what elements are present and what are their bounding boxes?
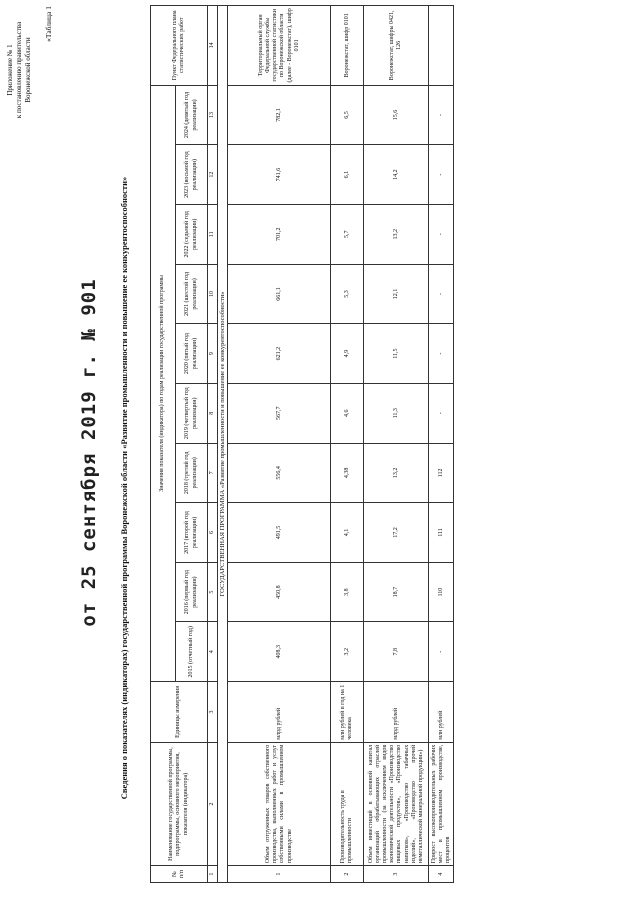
row-value: 3,2 — [331, 622, 364, 682]
row-source — [429, 6, 454, 86]
row-value: 14,2 — [364, 145, 429, 205]
row-value: 491,5 — [228, 503, 331, 563]
col-number: 4 — [208, 622, 218, 682]
row-name: Объем инвестиций в основной капитал организаций обрабатывающих отраслей промышленности (за исключением видов экономической деятельности «Производство пищевых продуктов», «Производство напитков», «Производство табачных изделий», «Производство прочей неметаллической минеральной продукции») — [364, 742, 429, 865]
row-value: 782,1 — [228, 85, 331, 145]
appendix-line-3: Воронежской области — [24, 37, 32, 103]
table-row — [429, 6, 454, 883]
row-value: 450,8 — [228, 562, 331, 622]
row-source: Территориальный орган Федеральной службы государственной статистики по Воронежской области (далее - Воронежстат), шифр 0101 — [228, 6, 331, 86]
row-num: 3 — [364, 866, 429, 883]
row-num: 4 — [429, 866, 454, 883]
row-value: - — [429, 622, 454, 682]
row-value: 701,2 — [228, 204, 331, 264]
table-row — [364, 6, 429, 883]
header-year: 2016 (первый год реализации) — [176, 562, 208, 622]
table-number: «Таблица 1 — [44, 6, 53, 42]
row-value: 13,2 — [364, 443, 429, 503]
row-value: 741,6 — [228, 145, 331, 205]
row-value: - — [429, 264, 454, 324]
row-value: 111 — [429, 503, 454, 563]
row-value: 15,6 — [364, 85, 429, 145]
row-value: 6,1 — [331, 145, 364, 205]
header-year: 2019 (четвертый год реализации) — [176, 383, 208, 443]
row-value: - — [429, 145, 454, 205]
row-value: 7,8 — [364, 622, 429, 682]
row-value: 621,2 — [228, 324, 331, 384]
row-value: 5,3 — [331, 264, 364, 324]
header-year: 2021 (шестой год реализации) — [176, 264, 208, 324]
row-unit: млрд рублей — [364, 682, 429, 743]
row-value: 4,6 — [331, 383, 364, 443]
row-value: 13,2 — [364, 204, 429, 264]
date-stamp: от 25 сентября 2019 г. № 901 — [78, 278, 100, 627]
col-number: 2 — [208, 742, 218, 865]
header-num: № п/п — [151, 866, 208, 883]
col-number: 7 — [208, 443, 218, 503]
appendix-block — [6, 5, 33, 135]
col-number: 13 — [208, 85, 218, 145]
row-num: 2 — [331, 866, 364, 883]
row-value: 11,3 — [364, 383, 429, 443]
row-value: 3,8 — [331, 562, 364, 622]
header-year: 2020 (пятый год реализации) — [176, 324, 208, 384]
col-number: 9 — [208, 324, 218, 384]
row-value: 408,3 — [228, 622, 331, 682]
header-source: Пункт Федерального плана статистических работ — [151, 6, 208, 86]
row-value: 18,7 — [364, 562, 429, 622]
header-year: 2024 (девятый год реализации) — [176, 85, 208, 145]
table-row — [331, 6, 364, 883]
row-unit: млн рублей в год на 1 человека — [331, 682, 364, 743]
header-year: 2023 (восьмой год реализации) — [176, 145, 208, 205]
col-number: 6 — [208, 503, 218, 563]
row-value: 17,2 — [364, 503, 429, 563]
row-value: 112 — [429, 443, 454, 503]
appendix-line-1: Приложение № 1 — [6, 44, 14, 96]
col-number: 8 — [208, 383, 218, 443]
header-values-group: Значения показателя (индикатора) по годам реализации государственной программы — [151, 85, 176, 681]
col-number: 12 — [208, 145, 218, 205]
row-name: Прирост высокопроизводительных рабочих мест в промышленном производстве, процентов — [429, 742, 454, 865]
header-year: 2018 (третий год реализации) — [176, 443, 208, 503]
col-number: 1 — [208, 866, 218, 883]
col-number: 3 — [208, 682, 218, 743]
row-value: 556,4 — [228, 443, 331, 503]
row-value: 11,5 — [364, 324, 429, 384]
header-year: 2015 (отчетный год) — [176, 622, 208, 682]
col-number: 10 — [208, 264, 218, 324]
col-number: 14 — [208, 6, 218, 86]
table-row — [228, 6, 331, 883]
row-source: Воронежстат, шифр 0101 — [331, 6, 364, 86]
indicators-table — [150, 5, 454, 883]
row-value: - — [429, 324, 454, 384]
row-value: 4,38 — [331, 443, 364, 503]
row-value: - — [429, 204, 454, 264]
header-unit: Единицы измерения — [151, 682, 208, 743]
row-value: 5,7 — [331, 204, 364, 264]
row-unit: млн рублей — [429, 682, 454, 743]
row-num: 1 — [228, 866, 331, 883]
row-value: 110 — [429, 562, 454, 622]
row-value: - — [429, 383, 454, 443]
row-value: 4,1 — [331, 503, 364, 563]
row-value: 4,9 — [331, 324, 364, 384]
row-value: 6,5 — [331, 85, 364, 145]
header-year: 2022 (седьмой год реализации) — [176, 204, 208, 264]
row-name: Производительность труда в промышленности — [331, 742, 364, 865]
row-source: Воронежстат, шифры 0421, 126 — [364, 6, 429, 86]
header-name: Наименование государственной программы, подпрограммы, основного мероприятия, показателя (индикатора) — [151, 742, 208, 865]
row-value: 567,7 — [228, 383, 331, 443]
program-row: ГОСУДАРСТВЕННАЯ ПРОГРАММА «Развитие промышленности и повышение ее конкурентоспособности» — [218, 6, 228, 883]
row-value: 661,1 — [228, 264, 331, 324]
appendix-line-2: к постановлению правительства — [15, 21, 23, 119]
table-title: Сведения о показателях (индикаторах) государственной программы Воронежской области «Развитие промышленности и повышение ее конкурентоспособности» — [119, 176, 129, 800]
row-name: Объем отгруженных товаров собственного производства, выполненных работ и услуг собственными силами в промышленном производстве — [228, 742, 331, 865]
row-unit: млрд рублей — [228, 682, 331, 743]
col-number: 11 — [208, 204, 218, 264]
row-value: 12,1 — [364, 264, 429, 324]
row-value: - — [429, 85, 454, 145]
col-number: 5 — [208, 562, 218, 622]
header-year: 2017 (второй год реализации) — [176, 503, 208, 563]
